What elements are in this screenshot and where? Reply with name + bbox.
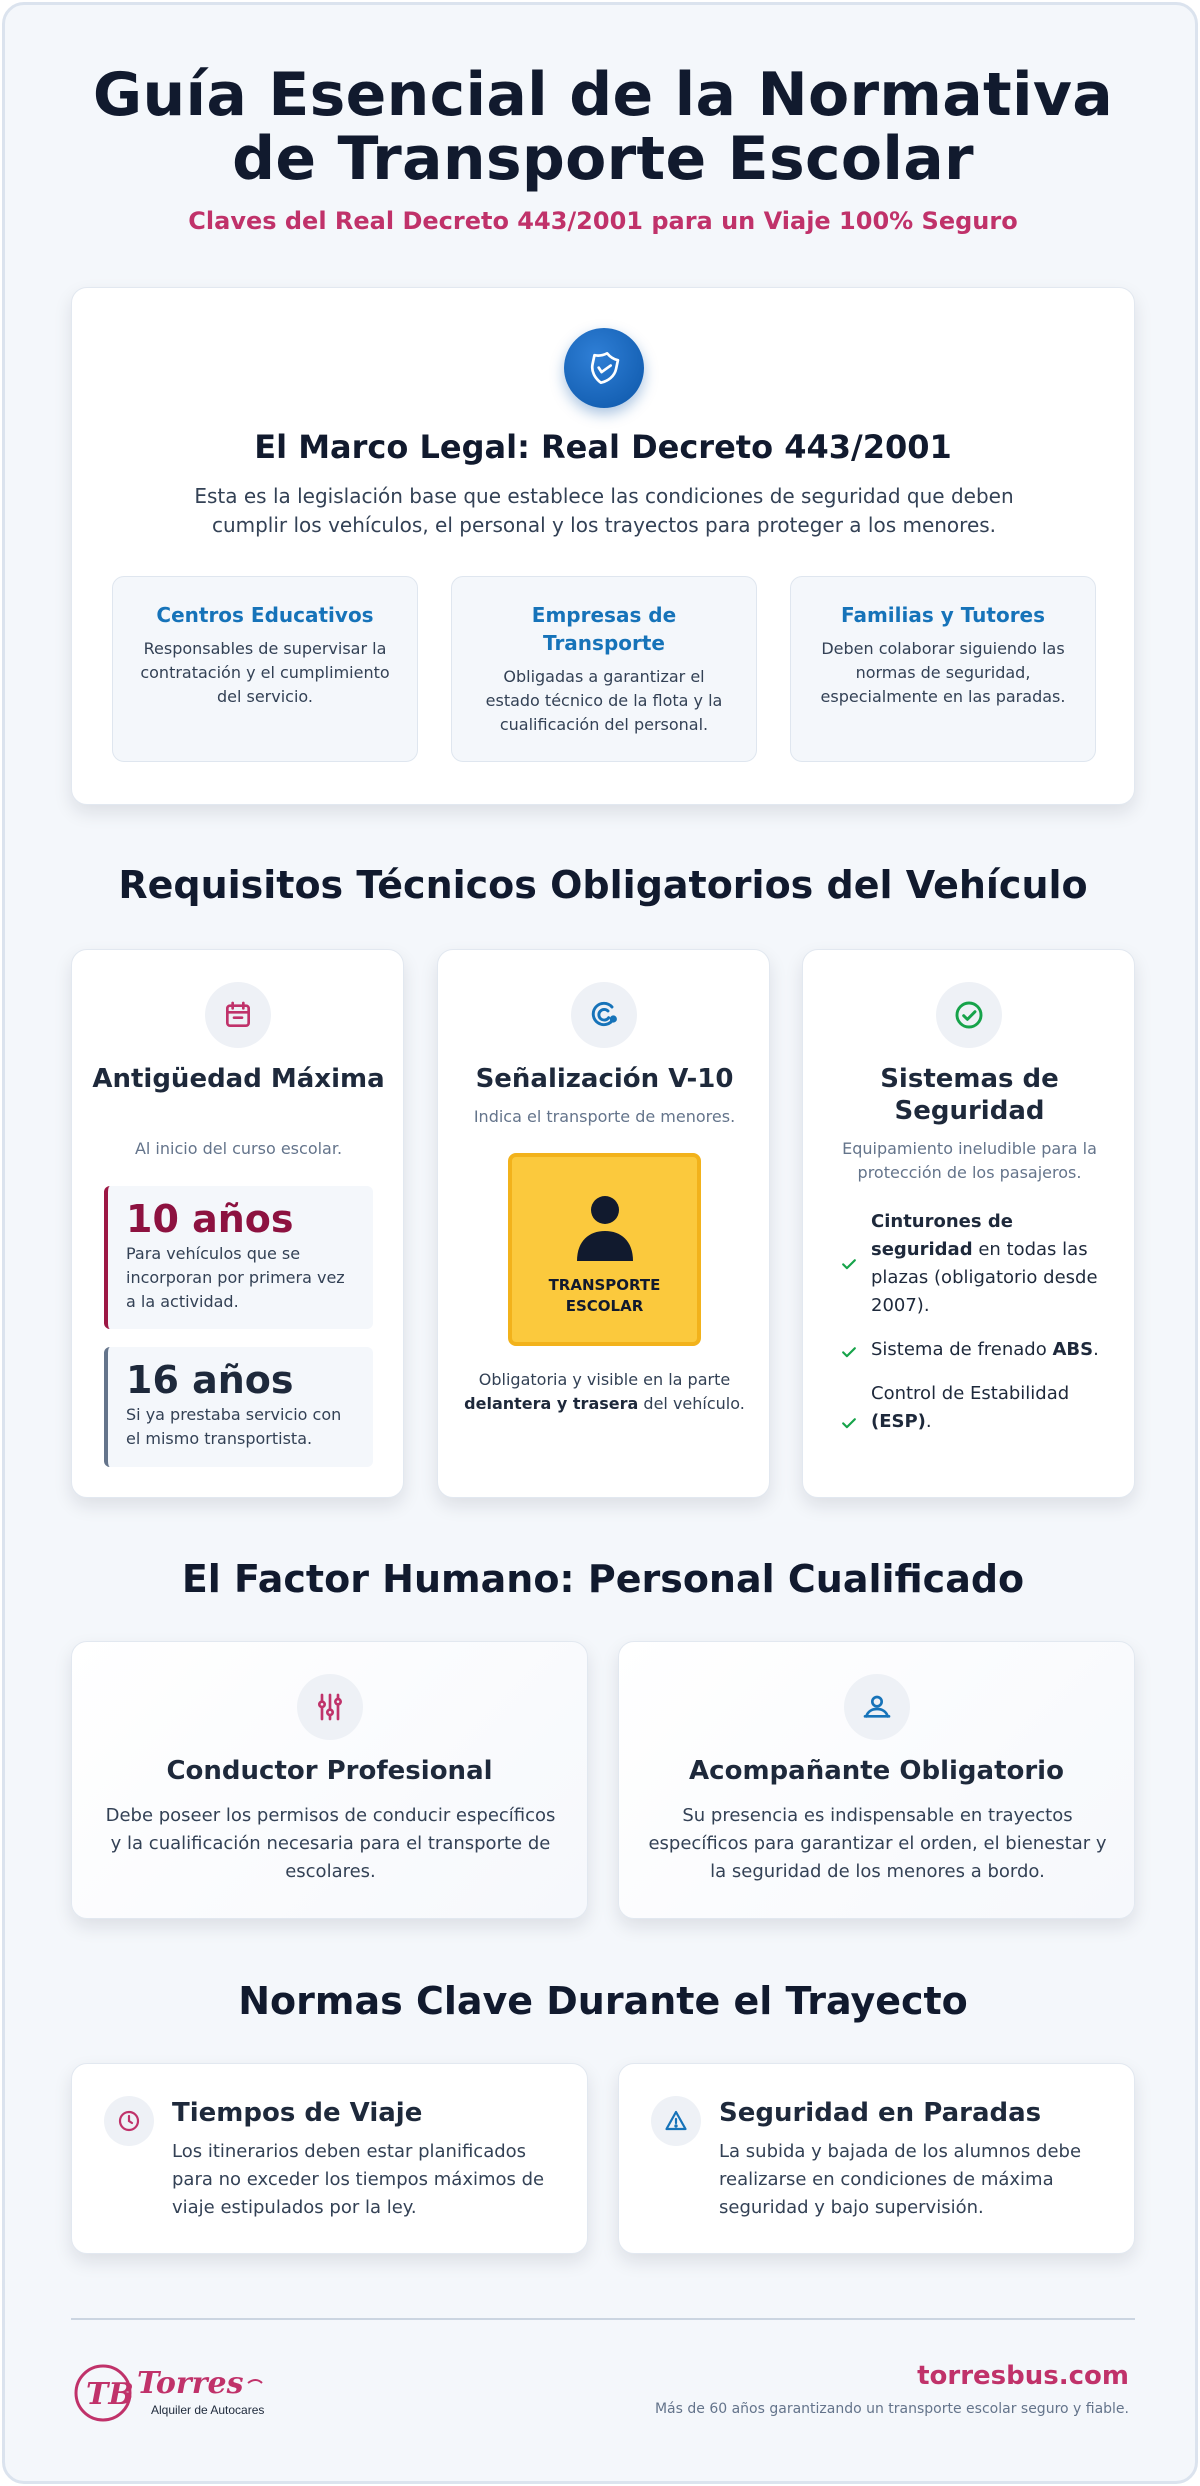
logo-subtitle: Alquiler de Autocares	[151, 2403, 265, 2417]
safety-subtitle: Equipamiento ineludible para la protección de los pasajeros.	[842, 1139, 1097, 1182]
signage-card	[437, 949, 770, 1498]
safety-title: Sistemas de Seguridad	[880, 1064, 1059, 1126]
role-card-companies	[451, 576, 757, 762]
child-silhouette-icon	[575, 1195, 635, 1263]
role-text: Responsables de supervisar la contratación y el cumplimiento del servicio.	[140, 639, 390, 706]
role-card-schools	[112, 576, 418, 762]
new-vehicle-limit	[104, 1186, 373, 1329]
check-icon	[839, 1342, 859, 1362]
shield-check-icon	[564, 328, 644, 408]
signage-title: Señalización V-10	[475, 1064, 734, 1094]
role-text: Obligadas a garantizar el estado técnico de la flota y la cualificación del personal.	[485, 667, 723, 734]
list-item: Sistema de frenado ABS.	[835, 1336, 1115, 1364]
signage-subtitle: Indica el transporte de menores.	[473, 1107, 736, 1126]
infographic-page	[2, 2, 1198, 2484]
sliders-icon	[297, 1674, 363, 1740]
role-title: Familias y Tutores	[840, 603, 1046, 627]
signal-icon	[571, 982, 637, 1048]
travel-time-card	[71, 2063, 588, 2254]
role-text: Deben colaborar siguiendo las normas de seguridad, especialmente en las paradas.	[820, 639, 1066, 706]
role-title: Empresas de Transporte	[531, 603, 677, 655]
new-vehicle-value: 10 años	[126, 1197, 294, 1241]
companion-text: Su presencia es indispensable en trayectos específicos para garantizar el orden, el bienestar y la seguridad de los menores a bordo.	[648, 1805, 1107, 1882]
page-subtitle: Claves del Real Decreto 443/2001 para un Viaje 100% Seguro	[188, 207, 1018, 235]
existing-vehicle-limit	[104, 1347, 373, 1467]
role-card-families	[790, 576, 1096, 762]
travel-time-title: Tiempos de Viaje	[172, 2098, 423, 2128]
company-logo	[73, 2363, 283, 2423]
existing-vehicle-text: Si ya prestaba servicio con el mismo transportista.	[126, 1405, 342, 1448]
footer-tagline: Más de 60 años garantizando un transporte escolar seguro y fiable.	[654, 2401, 1129, 2417]
stop-safety-title: Seguridad en Paradas	[719, 2098, 1042, 2128]
footer-divider	[71, 2318, 1135, 2320]
svg-text:TB: TB	[86, 2377, 134, 2412]
list-item: Control de Estabilidad (ESP).	[835, 1380, 1115, 1436]
legal-framework-card	[71, 287, 1135, 805]
check-icon	[839, 1254, 859, 1274]
stop-safety-text: La subida y bajada de los alumnos debe realizarse en condiciones de máxima seguridad y bajo supervisión.	[719, 2141, 1082, 2218]
check-circle-icon	[936, 982, 1002, 1048]
rules-section-title: Normas Clave Durante el Trayecto	[238, 1979, 968, 2023]
legal-title: El Marco Legal: Real Decreto 443/2001	[254, 428, 952, 466]
age-title: Antigüedad Máxima	[92, 1064, 385, 1094]
age-card	[71, 949, 404, 1498]
companion-card	[618, 1641, 1135, 1919]
stop-safety-card	[618, 2063, 1135, 2254]
website-link[interactable]: torresbus.com	[917, 2361, 1129, 2391]
list-item: Cinturones de seguridad en todas las plazas (obligatorio desde 2007).	[835, 1208, 1115, 1320]
role-title: Centros Educativos	[156, 603, 374, 627]
driver-text: Debe poseer los permisos de conducir específicos y la cualificación necesaria para el transporte de escolares.	[105, 1805, 556, 1882]
title-line-1: Guía Esencial de la Normativa	[92, 60, 1114, 130]
driver-card	[71, 1641, 588, 1919]
travel-time-text: Los itinerarios deben estar planificados para no exceder los tiempos máximos de viaje estipulados por la ley.	[172, 2141, 545, 2218]
companion-title: Acompañante Obligatorio	[689, 1756, 1064, 1786]
existing-vehicle-value: 16 años	[126, 1358, 294, 1402]
clock-icon	[104, 2096, 154, 2146]
technical-section-title: Requisitos Técnicos Obligatorios del Vehículo	[118, 863, 1088, 907]
logo-wordmark: Torres	[137, 2366, 244, 2401]
v10-sign	[508, 1153, 701, 1346]
title-line-2: de Transporte Escolar	[232, 124, 974, 194]
calendar-icon	[205, 982, 271, 1048]
age-subtitle: Al inicio del curso escolar.	[134, 1139, 343, 1158]
safety-list	[835, 1208, 1115, 1452]
warning-icon	[651, 2096, 701, 2146]
legal-description: Esta es la legislación base que establece las condiciones de seguridad que deben cumplir los vehículos, el personal y los trayectos para proteger a los menores.	[194, 484, 1014, 537]
safety-systems-card	[802, 949, 1135, 1498]
user-icon	[844, 1674, 910, 1740]
check-icon	[839, 1413, 859, 1433]
page-title	[5, 60, 1198, 194]
driver-title: Conductor Profesional	[166, 1756, 493, 1786]
v10-sign-label: TRANSPORTE ESCOLAR	[548, 1276, 661, 1315]
human-section-title: El Factor Humano: Personal Cualificado	[181, 1557, 1025, 1601]
signage-note: Obligatoria y visible en la parte delantera y trasera del vehículo.	[464, 1370, 745, 1413]
new-vehicle-text: Para vehículos que se incorporan por primera vez a la actividad.	[126, 1244, 345, 1311]
